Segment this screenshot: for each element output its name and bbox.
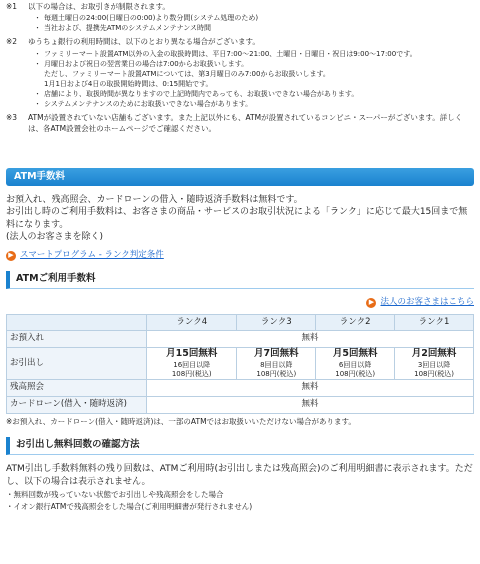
table-footnote: ※お預入れ、カードローン(借入・随時返済)は、一部のATMではお取扱いいただけない場合があります。 [6, 416, 356, 426]
note-item: ・ 当社および、提携先ATMのシステムメンテナンス時間 [36, 23, 474, 33]
list-item: ・イオン銀行ATMで残高照会をした場合(ご利用明細書が発行されません) [6, 501, 253, 511]
table-row [7, 379, 474, 396]
note-1 [6, 2, 474, 35]
note-3 [6, 113, 474, 133]
withdraw-after: 16回目以降 [173, 360, 211, 369]
note-sub-line: 1月1日および4日の取扱開始時間は、0:15開始です。 [44, 79, 213, 88]
corp-link-row [6, 297, 474, 308]
withdraw-after: 8回目以降 [260, 360, 293, 369]
usage-fee-heading: ATMご利用手数料 [6, 271, 474, 289]
withdraw-after: 3回目以降 [417, 360, 451, 369]
deposit-value: 無料 [147, 330, 474, 347]
withdraw-free-count: 月2回無料 [411, 347, 457, 359]
note-mark: ※3 [6, 113, 18, 123]
arrow-right-icon: ▶ [366, 298, 376, 308]
note-item: ・ ファミリーマート設置ATM以外の入金の取扱時間は、平日7:00〜21:00、土曜日・日曜日・祝日は9:00〜17:00です。 [36, 49, 474, 59]
withdraw-fee: 108円(税込) [335, 369, 376, 378]
loan-value: 無料 [147, 396, 474, 413]
arrow-right-icon: ▶ [6, 251, 16, 261]
table-header-rank4: ランク4 [147, 314, 237, 330]
atm-fee-para: (法人のお客さまを除く) [6, 232, 104, 243]
rank-condition-link-row [6, 250, 474, 261]
note-sub-line: ただし、ファミリーマート設置ATMについては、第3月曜日のみ7:00からお取扱いします。 [44, 69, 330, 78]
confirm-heading: お引出し無料回数の確認方法 [6, 437, 474, 455]
withdraw-rank4 [147, 347, 237, 379]
withdraw-free-count: 月5回無料 [332, 347, 378, 359]
note-item [36, 59, 474, 89]
note-text: ゆうちょ銀行の利用時間は、以下のとおり異なる場合がございます。 [28, 37, 260, 47]
table-row [7, 330, 474, 347]
table-header-rank3: ランク3 [237, 314, 316, 330]
withdraw-free-count: 月7回無料 [253, 347, 299, 359]
row-label-withdraw: お引出し [7, 347, 147, 379]
row-label-loan: カードローン(借入・随時返済) [7, 396, 147, 413]
withdraw-rank3 [237, 347, 316, 379]
confirm-bullets [6, 489, 474, 512]
note-text: 以下の場合は、お取引きが制限されます。 [28, 2, 170, 11]
balance-value: 無料 [147, 379, 474, 396]
list-item: ・無料回数が残っていない状態でお引出しや残高照会をした場合 [6, 490, 224, 500]
note-item: ・ 店舗により、取扱時間が異なりますので上記時間内であっても、お取扱いできない場合があります。 [36, 89, 474, 99]
table-header-empty [7, 314, 147, 330]
note-2 [6, 37, 474, 111]
atm-fee-description [6, 194, 474, 244]
note-item: ・ 毎週土曜日の24:00(日曜日の0:00)より数分間(システム処理のため) [36, 13, 474, 23]
table-header-rank1: ランク1 [395, 314, 474, 330]
note-mark: ※2 [6, 37, 18, 47]
withdraw-free-count: 月15回無料 [166, 347, 218, 359]
withdraw-fee: 108円(税込) [256, 369, 297, 378]
withdraw-after: 6回目以降 [338, 360, 372, 369]
withdraw-rank2 [316, 347, 395, 379]
atm-fee-heading: ATM手数料 [6, 168, 474, 186]
withdraw-rank1 [395, 347, 474, 379]
row-label-balance: 残高照会 [7, 379, 147, 396]
atm-fee-para: お引出し時のご利用手数料は、お客さまの商品・サービスのお取引状況による「ランク」に応じて最大15回まで無料になります。 [6, 207, 468, 230]
table-row [7, 396, 474, 413]
note-item: ・ システムメンテナンスのためにお取扱いできない場合があります。 [36, 99, 474, 109]
row-label-deposit: お預入れ [7, 330, 147, 347]
table-header-row [7, 314, 474, 330]
fee-table [6, 314, 474, 414]
rank-condition-link[interactable]: スマートプログラム - ランク判定条件 [20, 250, 164, 260]
confirm-description: ATM引出し手数料無料の残り回数は、ATMご利用時(お引出しまたは残高照会)のご利用明細書に表示されます。ただし、以下の場合は表示されません。 [6, 464, 473, 487]
table-header-rank2: ランク2 [316, 314, 395, 330]
corp-customer-link[interactable]: 法人のお客さまはこちら [380, 297, 474, 308]
table-row [7, 347, 474, 379]
withdraw-fee: 108円(税込) [171, 369, 212, 378]
notes-section [6, 0, 474, 134]
withdraw-fee: 108円(税込) [414, 369, 454, 378]
note-item-text: 月曜日および祝日の翌営業日の場合は7:00からお取扱いします。 [44, 59, 249, 68]
note-text: ATMが設置されていない店舗もございます。また上記以外にも、ATMが設置されているコンビニ・スーパーがございます。詳しくは、各ATM設置会社のホームページでご確認ください。 [28, 113, 463, 133]
note-mark: ※1 [6, 2, 18, 11]
atm-fee-para: お預入れ、残高照会、カードローンの借入・随時返済手数料は無料です。 [6, 194, 303, 205]
